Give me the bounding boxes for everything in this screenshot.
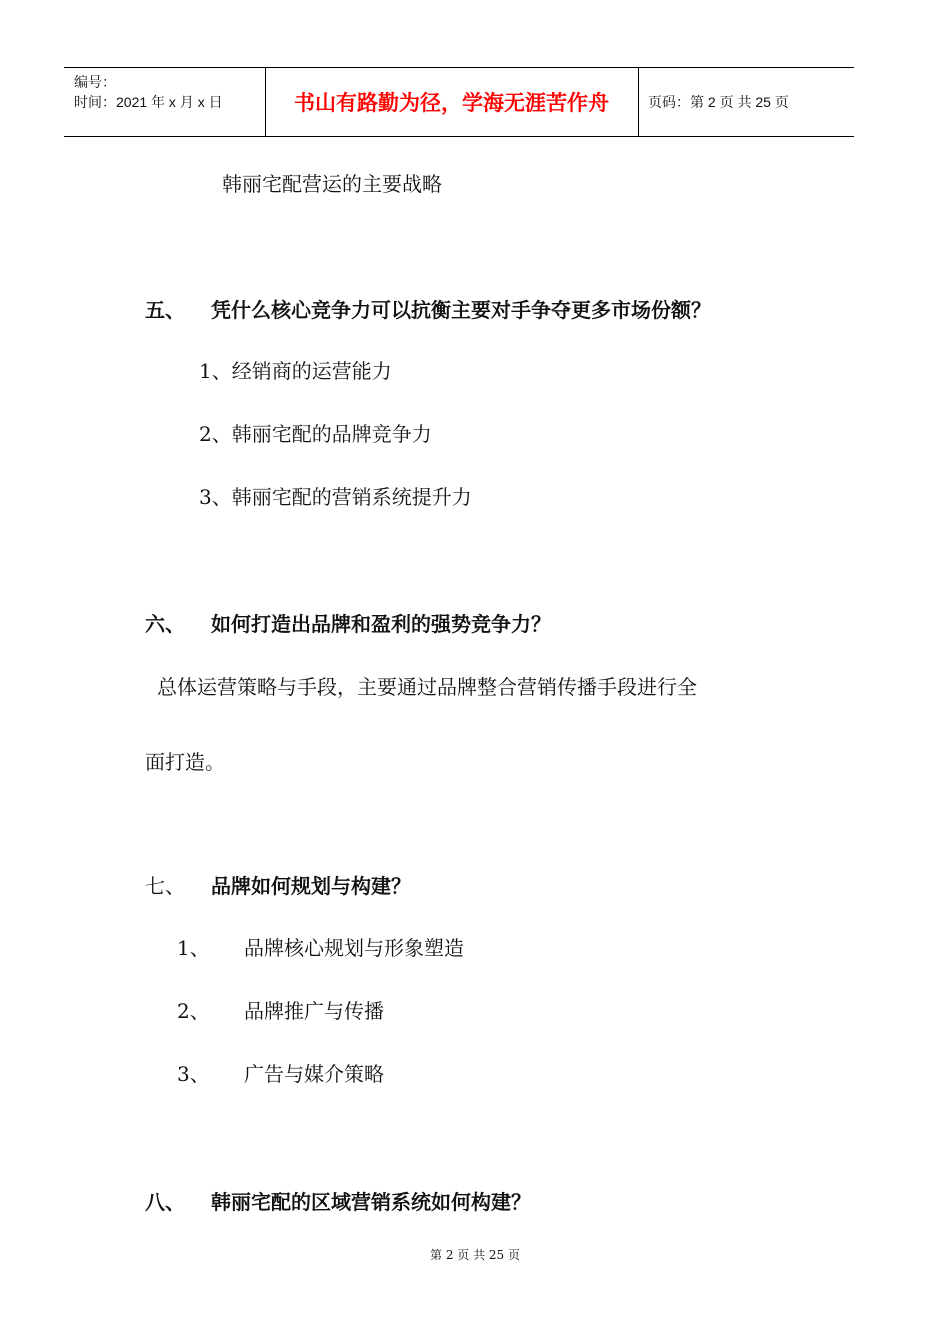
- header-motto: 书山有路勤为径，学海无涯苦作舟: [294, 91, 609, 115]
- section-title: 韩丽宅配的区域营销系统如何构建？: [211, 1190, 531, 1214]
- section-7-heading: [145, 872, 411, 900]
- item-text: 品牌推广与传播: [244, 999, 384, 1023]
- item-number: 1、: [177, 936, 210, 960]
- section-6-heading: [145, 610, 551, 638]
- header-meta: [74, 72, 223, 112]
- section-5-heading: [145, 296, 711, 324]
- list-item: 3、韩丽宅配的营销系统提升力: [199, 485, 472, 509]
- section-number: 五、: [145, 298, 185, 322]
- item-number: 3、: [177, 1062, 210, 1086]
- section-8-heading: [145, 1188, 531, 1216]
- section-title: 如何打造出品牌和盈利的强势竞争力？: [211, 612, 551, 636]
- section-title: 凭什么核心竞争力可以抗衡主要对手争夺更多市场份额？: [211, 298, 711, 322]
- page-header: [64, 67, 854, 137]
- list-item: [177, 997, 384, 1025]
- list-item: [177, 1060, 384, 1088]
- section-number: 八、: [145, 1190, 185, 1214]
- intro-line: 韩丽宅配营运的主要战略: [222, 172, 442, 196]
- section-title: 品牌如何规划与构建？: [211, 874, 411, 898]
- section-number: 七、: [145, 874, 185, 898]
- list-item: 1、经销商的运营能力: [199, 359, 392, 383]
- page-footer: 第 2 页 共 25 页: [430, 1248, 520, 1262]
- list-item: 2、韩丽宅配的品牌竞争力: [199, 422, 432, 446]
- header-page-label: 页码：第 2 页 共 25 页: [648, 94, 789, 110]
- item-number: 2、: [177, 999, 210, 1023]
- list-item: [177, 934, 464, 962]
- paragraph-line: 总体运营策略与手段，主要通过品牌整合营销传播手段进行全: [157, 675, 697, 699]
- header-number-label: 编号：: [74, 74, 116, 90]
- header-divider: [638, 68, 639, 136]
- item-text: 品牌核心规划与形象塑造: [244, 936, 464, 960]
- paragraph-line: 面打造。: [145, 750, 225, 774]
- header-time-label: 时间：2021 年 x 月 x 日: [74, 94, 223, 110]
- item-text: 广告与媒介策略: [244, 1062, 384, 1086]
- section-number: 六、: [145, 612, 185, 636]
